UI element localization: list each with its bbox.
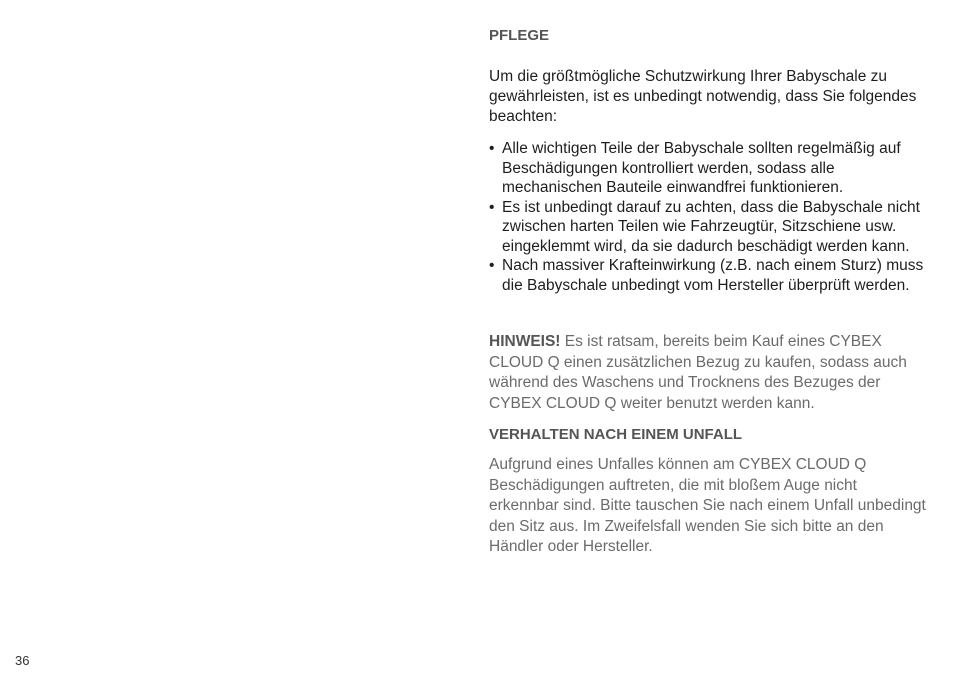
bullet-text: Nach massiver Krafteinwirkung (z.B. nach einem Sturz) muss die Babyschale unbedingt vom Hersteller überprüft werden. — [502, 257, 924, 294]
care-bullet-list — [489, 139, 929, 295]
note-paragraph — [489, 332, 929, 414]
note-label: HINWEIS! — [489, 333, 561, 350]
bullet-text: Es ist unbedingt darauf zu achten, dass die Babyschale nicht zwischen harten Teilen wie Fahrzeugtür, Sitzschiene usw. eingeklemmt wird, da sie dadurch beschädigt werden kann. — [502, 198, 920, 255]
section-heading-care: PFLEGE — [489, 27, 550, 44]
accident-paragraph: Aufgrund eines Unfalles können am CYBEX CLOUD Q Beschädigungen auftreten, die mit bloßem Auge nicht erkennbar sind. Bitte tauschen Sie nach einem Unfall unbedingt den Sitz aus. Im Zweifelsfall wenden Sie sich bitte an den Händler oder Hersteller. — [489, 456, 926, 555]
page-number: 36 — [15, 653, 30, 668]
section-heading-accident: VERHALTEN NACH EINEM UNFALL — [489, 426, 743, 443]
note-text: Es ist ratsam, bereits beim Kauf eines CYBEX CLOUD Q einen zusätzlichen Bezug zu kaufen, sodass auch während des Waschens und Trocknens des Bezuges der CYBEX CLOUD Q weiter benutzt werden kann. — [489, 333, 907, 412]
bullet-marker: • — [489, 198, 495, 216]
content-column — [489, 26, 929, 558]
care-intro-paragraph: Um die größtmögliche Schutzwirkung Ihrer Babyschale zu gewährleisten, ist es unbedingt notwendig, dass Sie folgendes beachten: — [489, 68, 917, 125]
list-item — [489, 256, 929, 295]
list-item — [489, 198, 929, 257]
bullet-text: Alle wichtigen Teile der Babyschale sollten regelmäßig auf Beschädigungen kontrolliert werden, sodass alle mechanischen Bauteile einwandfrei funktionieren. — [502, 140, 901, 196]
bullet-marker: • — [489, 257, 495, 274]
list-item — [489, 139, 929, 198]
bullet-marker: • — [489, 140, 495, 157]
